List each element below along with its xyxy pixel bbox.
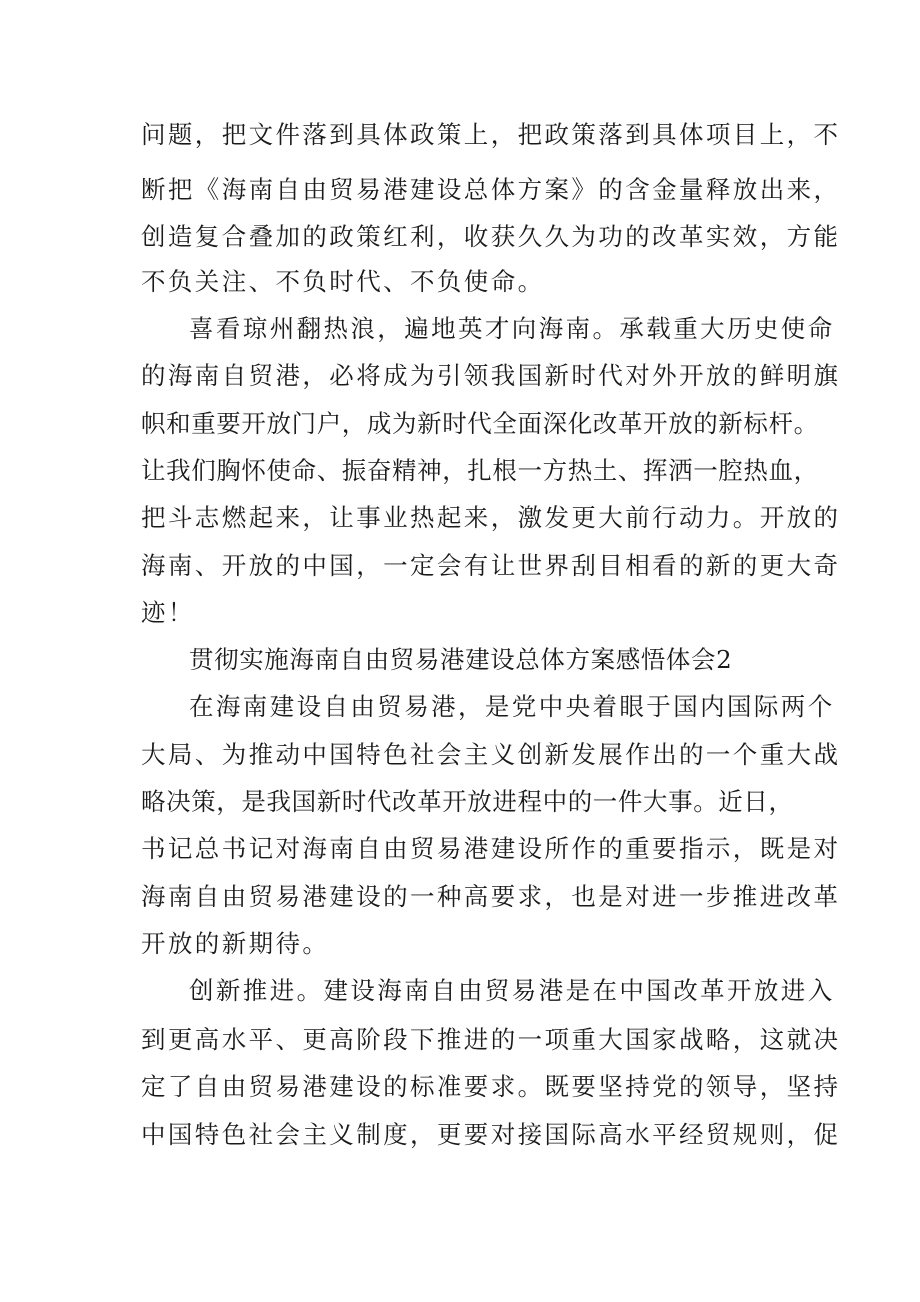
text-line: 把斗志燃起来，让事业热起来，激发更大前行动力。开放的 [141, 503, 841, 532]
text-line: 海南、开放的中国，一定会有让世界刮目相看的新的更大奇 [141, 551, 841, 580]
text-line: 定了自由贸易港建设的标准要求。既要坚持党的领导，坚持 [141, 1072, 841, 1101]
text-line: 创造复合叠加的政策红利，收获久久为功的改革实效，方能 [141, 222, 841, 251]
text-line: 到更高水平、更高阶段下推进的一项重大国家战略，这就决 [141, 1025, 841, 1054]
text-line: 开放的新期待。 [141, 929, 330, 958]
paragraph-first-line: 创新推进。建设海南自由贸易港是在中国改革开放进入 [189, 976, 835, 1005]
text-line: 的海南自贸港，必将成为引领我国新时代对外开放的鲜明旗 [141, 361, 841, 390]
text-line: 不负关注、不负时代、不负使命。 [141, 267, 545, 296]
text-line: 迹！ [141, 598, 195, 627]
text-line: 帜和重要开放门户，成为新时代全面深化改革开放的新标杆。 [141, 409, 819, 438]
text-line: 海南自由贸易港建设的一种高要求，也是对进一步推进改革 [141, 882, 841, 911]
text-line: 书记总书记对海南自由贸易港建设所作的重要指示，既是对 [141, 834, 841, 863]
text-line: 大局、为推动中国特色社会主义创新发展作出的一个重大战 [141, 740, 841, 769]
text-line: 让我们胸怀使命、振奋精神，扎根一方热土、挥洒一腔热血， [141, 456, 819, 485]
text-line: 中国特色社会主义制度，更要对接国际高水平经贸规则，促 [141, 1120, 841, 1149]
paragraph-first-line: 喜看琼州翻热浪，遍地英才向海南。承载重大历史使命 [189, 314, 835, 343]
paragraph-first-line: 在海南建设自由贸易港，是党中央着眼于国内国际两个 [189, 692, 835, 721]
text-line: 略决策，是我国新时代改革开放进程中的一件大事。近日， [141, 787, 794, 816]
text-line: 问题，把文件落到具体政策上，把政策落到具体项目上，不 [141, 120, 841, 149]
section-heading: 贯彻实施海南自由贸易港建设总体方案感悟体会2 [189, 645, 733, 674]
text-line: 断把《海南自由贸易港建设总体方案》的含金量释放出来， [141, 175, 841, 204]
